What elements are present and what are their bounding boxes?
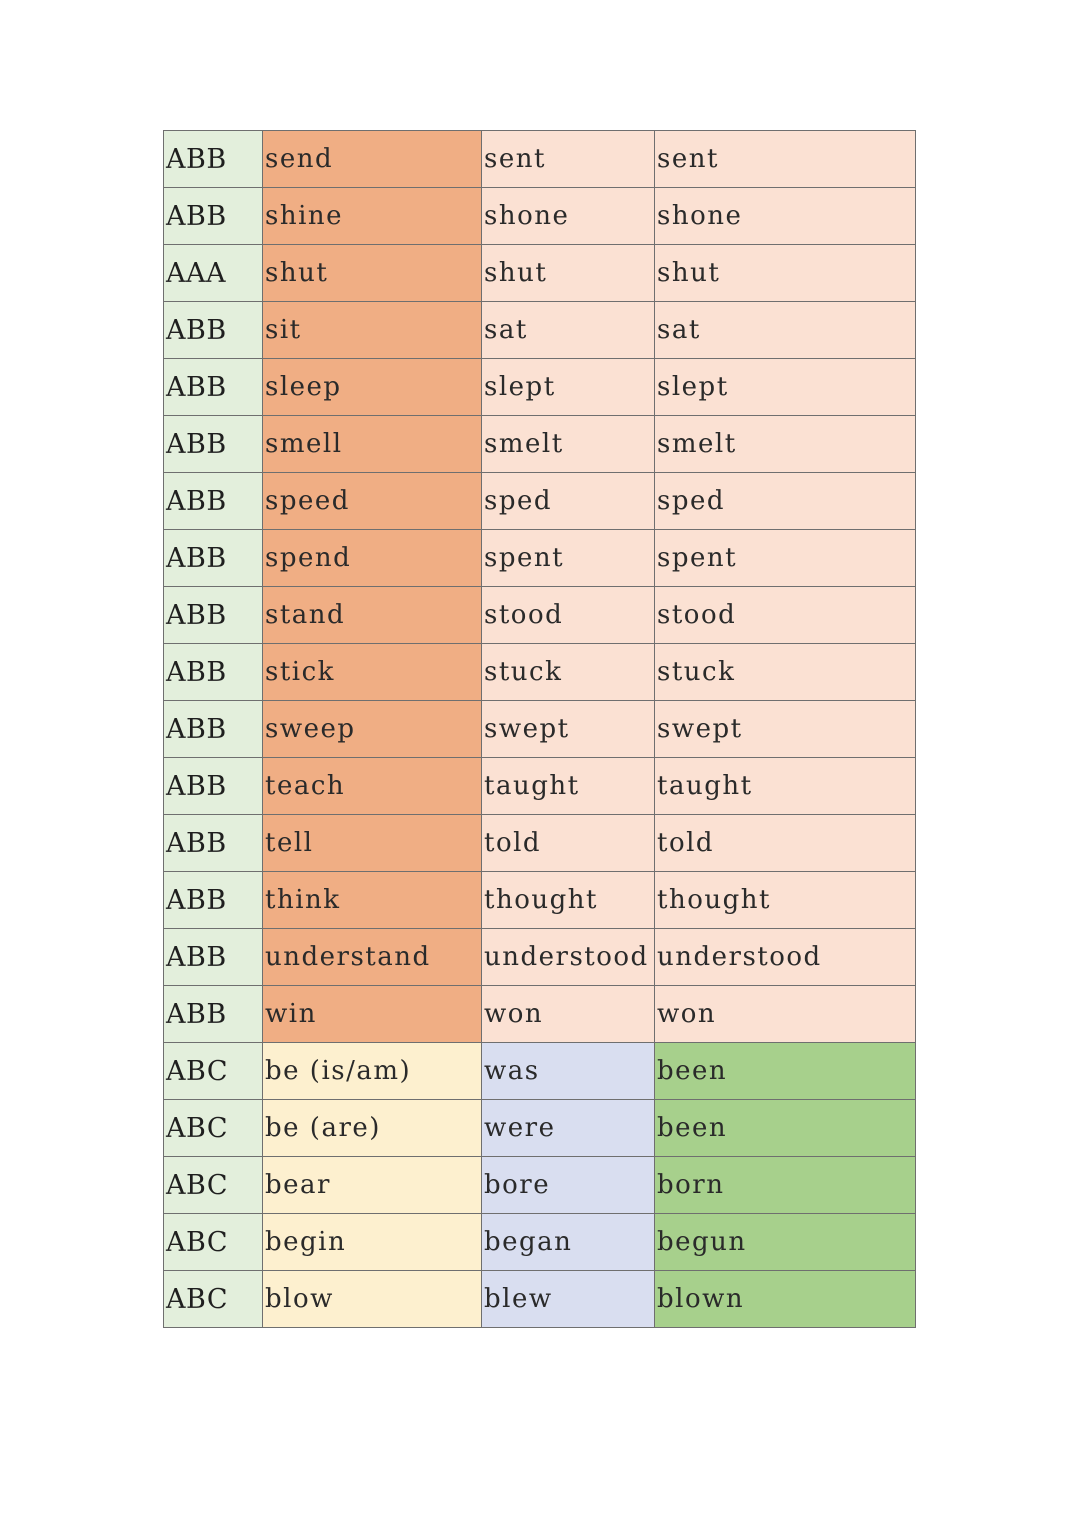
past-participle-cell: sped (655, 473, 916, 530)
table-row (164, 302, 916, 359)
past-tense-cell: spent (482, 530, 655, 587)
table-row (164, 1157, 916, 1214)
pattern-cell: ABC (164, 1214, 263, 1271)
table-row (164, 815, 916, 872)
pattern-cell: ABC (164, 1100, 263, 1157)
past-participle-cell: shut (655, 245, 916, 302)
base-form-cell: begin (263, 1214, 482, 1271)
pattern-cell: ABB (164, 815, 263, 872)
base-form-cell: understand (263, 929, 482, 986)
past-participle-cell: been (655, 1043, 916, 1100)
past-tense-cell: sped (482, 473, 655, 530)
base-form-cell: think (263, 872, 482, 929)
past-participle-cell: shone (655, 188, 916, 245)
past-participle-cell: thought (655, 872, 916, 929)
past-tense-cell: told (482, 815, 655, 872)
base-form-cell: shine (263, 188, 482, 245)
base-form-cell: blow (263, 1271, 482, 1328)
base-form-cell: sleep (263, 359, 482, 416)
base-form-cell: sweep (263, 701, 482, 758)
irregular-verb-table (163, 130, 916, 1328)
table-row (164, 530, 916, 587)
pattern-cell: AAA (164, 245, 263, 302)
past-tense-cell: thought (482, 872, 655, 929)
base-form-cell: tell (263, 815, 482, 872)
base-form-cell: be (is/am) (263, 1043, 482, 1100)
table-row (164, 1271, 916, 1328)
past-tense-cell: swept (482, 701, 655, 758)
table-row (164, 758, 916, 815)
base-form-cell: stand (263, 587, 482, 644)
base-form-cell: teach (263, 758, 482, 815)
past-tense-cell: smelt (482, 416, 655, 473)
past-tense-cell: sent (482, 131, 655, 188)
past-participle-cell: blown (655, 1271, 916, 1328)
past-tense-cell: were (482, 1100, 655, 1157)
table-row (164, 245, 916, 302)
base-form-cell: sit (263, 302, 482, 359)
base-form-cell: spend (263, 530, 482, 587)
past-tense-cell: slept (482, 359, 655, 416)
past-tense-cell: won (482, 986, 655, 1043)
pattern-cell: ABB (164, 644, 263, 701)
base-form-cell: shut (263, 245, 482, 302)
past-tense-cell: taught (482, 758, 655, 815)
table-row (164, 131, 916, 188)
pattern-cell: ABB (164, 758, 263, 815)
past-tense-cell: sat (482, 302, 655, 359)
pattern-cell: ABB (164, 359, 263, 416)
table-row (164, 359, 916, 416)
table-row (164, 1043, 916, 1100)
table-row (164, 473, 916, 530)
base-form-cell: send (263, 131, 482, 188)
past-participle-cell: sat (655, 302, 916, 359)
past-tense-cell: stood (482, 587, 655, 644)
pattern-cell: ABB (164, 302, 263, 359)
table-row (164, 929, 916, 986)
past-participle-cell: won (655, 986, 916, 1043)
pattern-cell: ABB (164, 473, 263, 530)
pattern-cell: ABC (164, 1157, 263, 1214)
pattern-cell: ABB (164, 701, 263, 758)
past-participle-cell: born (655, 1157, 916, 1214)
table-row (164, 1214, 916, 1271)
past-participle-cell: sent (655, 131, 916, 188)
verb-table-body (164, 131, 916, 1328)
past-participle-cell: swept (655, 701, 916, 758)
past-participle-cell: spent (655, 530, 916, 587)
table-row (164, 872, 916, 929)
past-participle-cell: smelt (655, 416, 916, 473)
pattern-cell: ABB (164, 416, 263, 473)
past-participle-cell: taught (655, 758, 916, 815)
table-row (164, 644, 916, 701)
past-participle-cell: told (655, 815, 916, 872)
table-row (164, 1100, 916, 1157)
table-row (164, 701, 916, 758)
base-form-cell: smell (263, 416, 482, 473)
base-form-cell: stick (263, 644, 482, 701)
past-participle-cell: been (655, 1100, 916, 1157)
past-participle-cell: slept (655, 359, 916, 416)
table-row (164, 188, 916, 245)
base-form-cell: speed (263, 473, 482, 530)
past-tense-cell: began (482, 1214, 655, 1271)
pattern-cell: ABB (164, 188, 263, 245)
pattern-cell: ABB (164, 587, 263, 644)
past-tense-cell: shone (482, 188, 655, 245)
pattern-cell: ABC (164, 1271, 263, 1328)
table-row (164, 587, 916, 644)
pattern-cell: ABB (164, 986, 263, 1043)
past-participle-cell: stuck (655, 644, 916, 701)
base-form-cell: be (are) (263, 1100, 482, 1157)
past-tense-cell: was (482, 1043, 655, 1100)
pattern-cell: ABB (164, 131, 263, 188)
past-tense-cell: understood (482, 929, 655, 986)
past-tense-cell: blew (482, 1271, 655, 1328)
base-form-cell: win (263, 986, 482, 1043)
past-tense-cell: shut (482, 245, 655, 302)
past-participle-cell: understood (655, 929, 916, 986)
past-participle-cell: stood (655, 587, 916, 644)
pattern-cell: ABB (164, 872, 263, 929)
table-row (164, 986, 916, 1043)
past-tense-cell: stuck (482, 644, 655, 701)
pattern-cell: ABB (164, 530, 263, 587)
pattern-cell: ABC (164, 1043, 263, 1100)
base-form-cell: bear (263, 1157, 482, 1214)
table-row (164, 416, 916, 473)
pattern-cell: ABB (164, 929, 263, 986)
past-participle-cell: begun (655, 1214, 916, 1271)
past-tense-cell: bore (482, 1157, 655, 1214)
